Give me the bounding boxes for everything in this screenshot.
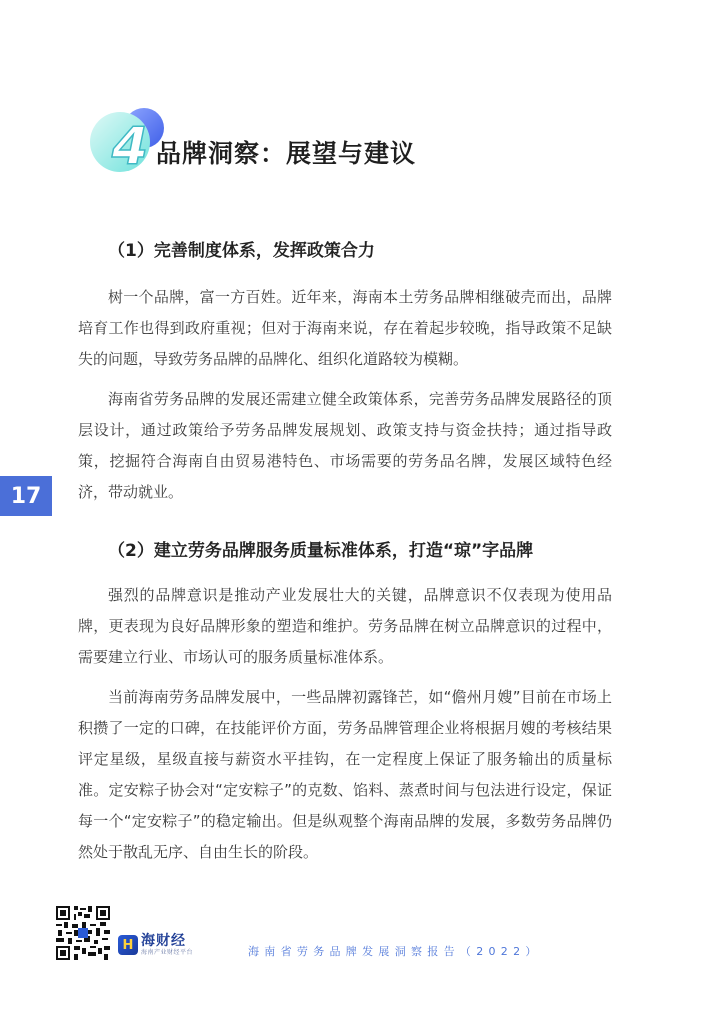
qr-center-logo: [78, 928, 88, 938]
logo-mark-icon: H: [118, 935, 138, 955]
chapter-number: 4: [111, 117, 149, 176]
haicaijing-logo: [118, 934, 193, 956]
paragraph-1-1: 树一个品牌，富一方百姓。近年来，海南本土劳务品牌相继破壳而出，品牌培育工作也得到政府重视；但对于海南来说，存在着起步较晚，指导政策不足缺失的问题，导致劳务品牌的品牌化、组织化道路较为模糊。: [78, 288, 612, 368]
section-heading-1: （1）完善制度体系，发挥政策合力: [108, 241, 375, 261]
paragraph-2-1: 强烈的品牌意识是推动产业发展壮大的关键，品牌意识不仅表现为使用品牌，更表现为良好品牌形象的塑造和维护。劳务品牌在树立品牌意识的过程中，需要建立行业、市场认可的服务质量标准体系。: [78, 586, 612, 666]
page-number: 17: [10, 483, 42, 509]
chapter-title: 品牌洞察：展望与建议: [156, 139, 417, 168]
paragraph-2-2: 当前海南劳务品牌发展中，一些品牌初露锋芒，如“儋州月嫂”目前在市场上积攒了一定的口碑，在技能评价方面，劳务品牌管理企业将根据月嫂的考核结果评定星级，星级直接与薪资水平挂钩，在一定程度上保证了服务输出的质量标准。定安粽子协会对“定安粽子”的克数、馅料、蒸煮时间与包法进行设定，保证每一个“定安粽子”的稳定输出。但是纵观整个海南品牌的发展，多数劳务品牌仍然处于散乱无序、自由生长的阶段。: [78, 688, 612, 861]
paragraph-1-2: 海南省劳务品牌的发展还需建立健全政策体系，完善劳务品牌发展路径的顶层设计，通过政策给予劳务品牌发展规划、政策支持与资金扶持；通过指导政策，挖掘符合海南自由贸易港特色、市场需要的劳务品名牌，发展区域特色经济，带动就业。: [78, 390, 612, 501]
section-heading-2: （2）建立劳务品牌服务质量标准体系，打造“琼”字品牌: [108, 541, 534, 561]
logo-subtitle: 海南产业财经平台: [141, 949, 194, 956]
footer-report-title: 海南省劳务品牌发展洞察报告（2022）: [248, 945, 542, 958]
page-number-tab: [0, 476, 52, 516]
qr-code-icon: [56, 906, 110, 960]
logo-name: 海财经: [141, 933, 186, 949]
